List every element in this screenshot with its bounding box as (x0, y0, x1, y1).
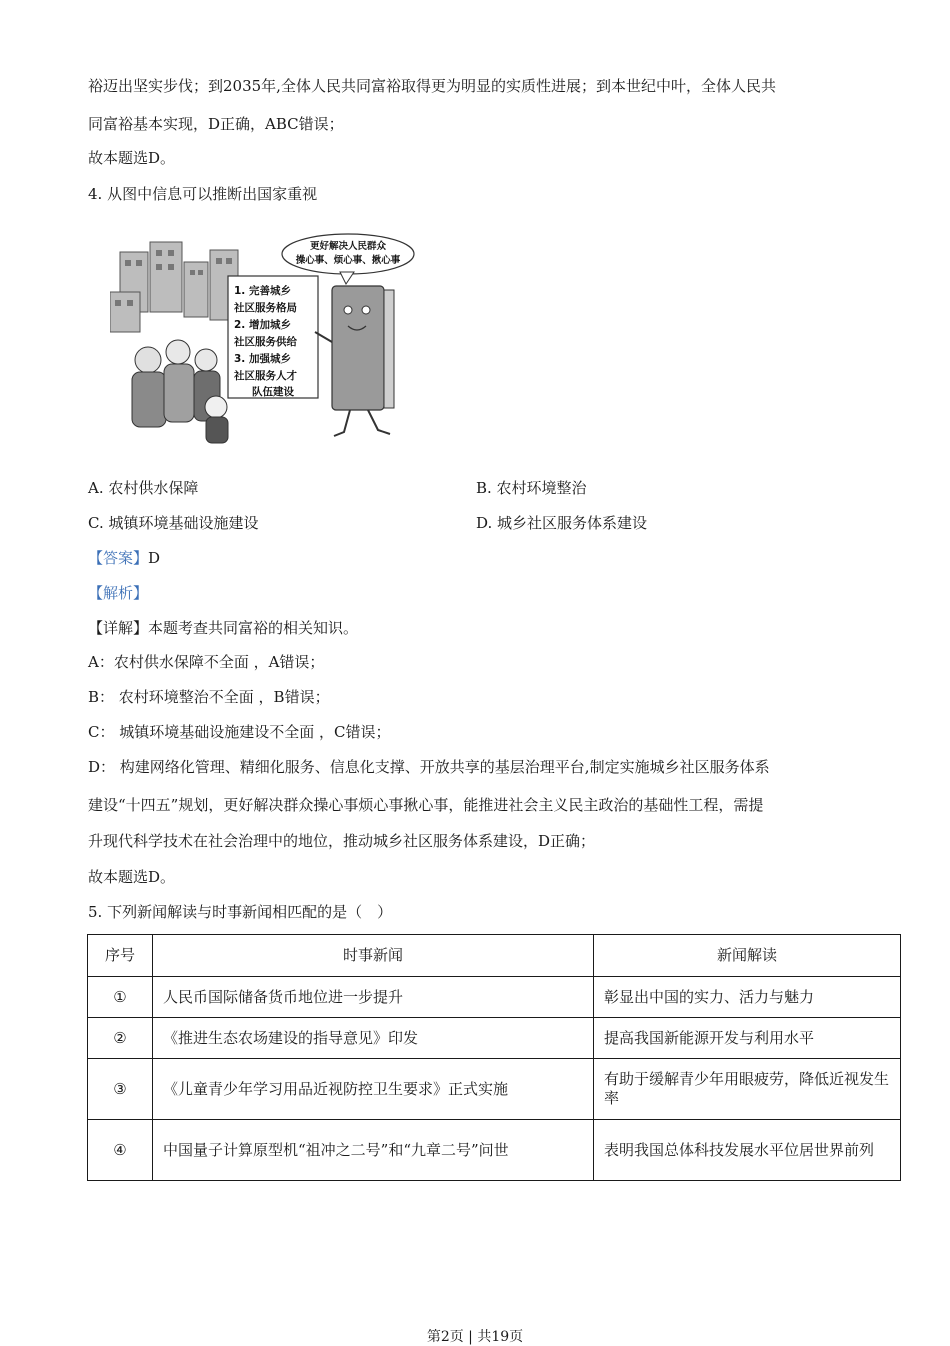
detail-line: B： 农村环境整治不全面 ，B错误； (88, 688, 330, 706)
table-header-cell: 序号 (88, 935, 153, 977)
table-cell: ② (88, 1018, 153, 1059)
table-row (88, 977, 901, 1018)
detail-line: 升现代科学技术在社会治理中的地位，推动城乡社区服务体系建设，D正确； (88, 832, 596, 850)
table-cell: 人民币国际储备货币地位进一步提升 (153, 977, 594, 1018)
table-header-cell: 时事新闻 (153, 935, 594, 977)
answer-value: D (148, 549, 161, 567)
table-row (88, 1059, 901, 1120)
sign-text-line: 2. 增加城乡 (234, 319, 291, 331)
answer-tag: 【答案】 (88, 549, 149, 567)
bubble-text-line: 操心事、烦心事、揪心事 (295, 255, 401, 266)
sign-text-line: 队伍建设 (252, 386, 294, 398)
bubble-text-line: 更好解决人民群众 (309, 241, 387, 252)
table-cell: 表明我国总体科技发展水平位居世界前列 (594, 1120, 901, 1181)
text-line: 裕迈出坚实步伐；到2035年,全体人民共同富裕取得更为明显的实质性进展；到本世纪中叶，全体人民共 (88, 77, 776, 95)
detail-line: C： 城镇环境基础设施建设不全面 ，C错误； (88, 723, 391, 741)
question-5-stem: 5. 下列新闻解读与时事新闻相匹配的是（ ） (88, 903, 393, 921)
table-header-row (88, 935, 901, 977)
table-header-cell: 新闻解读 (594, 935, 901, 977)
answer-line (88, 548, 160, 568)
cartoon-illustration (110, 232, 415, 454)
option-b: B. 农村环境整治 (476, 479, 587, 497)
table-cell: 提高我国新能源开发与利用水平 (594, 1018, 901, 1059)
detail-line: 【详解】本题考查共同富裕的相关知识。 (88, 619, 359, 637)
table-cell: 有助于缓解青少年用眼疲劳，降低近视发生率 (594, 1059, 901, 1120)
question-4-stem: 4. 从图中信息可以推断出国家重视 (88, 185, 318, 203)
detail-line: 故本题选D。 (88, 868, 176, 886)
page-footer: 第2页 | 共19页 (426, 1329, 524, 1345)
option-c: C. 城镇环境基础设施建设 (88, 514, 259, 532)
table-cell: 彰显出中国的实力、活力与魅力 (594, 977, 901, 1018)
table-row (88, 1120, 901, 1181)
detail-line: A：农村供水保障不全面 ，A错误； (88, 653, 325, 671)
table-cell: ④ (88, 1120, 153, 1181)
analysis-tag: 【解析】 (88, 584, 149, 602)
sign-text-line: 3. 加强城乡 (234, 353, 291, 365)
detail-line: 建设“十四五”规划，更好解决群众操心事烦心事揪心事，能推进社会主义民主政治的基础性工程，需提 (88, 796, 764, 814)
table-cell: ③ (88, 1059, 153, 1120)
text-line: 故本题选D。 (88, 149, 176, 167)
table-row (88, 1018, 901, 1059)
option-d: D. 城乡社区服务体系建设 (476, 514, 648, 532)
detail-line: D： 构建网络化管理、精细化服务、信息化支撑、开放共享的基层治理平台,制定实施城乡社区服务体系 (88, 758, 770, 776)
sign-text-line: 1. 完善城乡 (234, 285, 291, 297)
sign-text-line: 社区服务供给 (234, 336, 297, 348)
text-line: 同富裕基本实现，D正确，ABC错误； (88, 115, 344, 133)
sign-text-line: 社区服务人才 (234, 370, 297, 382)
option-a: A. 农村供水保障 (88, 479, 199, 497)
sign-text-line: 社区服务格局 (234, 302, 297, 314)
table-cell: 中国量子计算原型机“祖冲之二号”和“九章二号”问世 (153, 1120, 594, 1181)
table-cell: 《儿童青少年学习用品近视防控卫生要求》正式实施 (153, 1059, 594, 1120)
table-cell: 《推进生态农场建设的指导意见》印发 (153, 1018, 594, 1059)
table-cell: ① (88, 977, 153, 1018)
news-table (87, 934, 901, 1181)
